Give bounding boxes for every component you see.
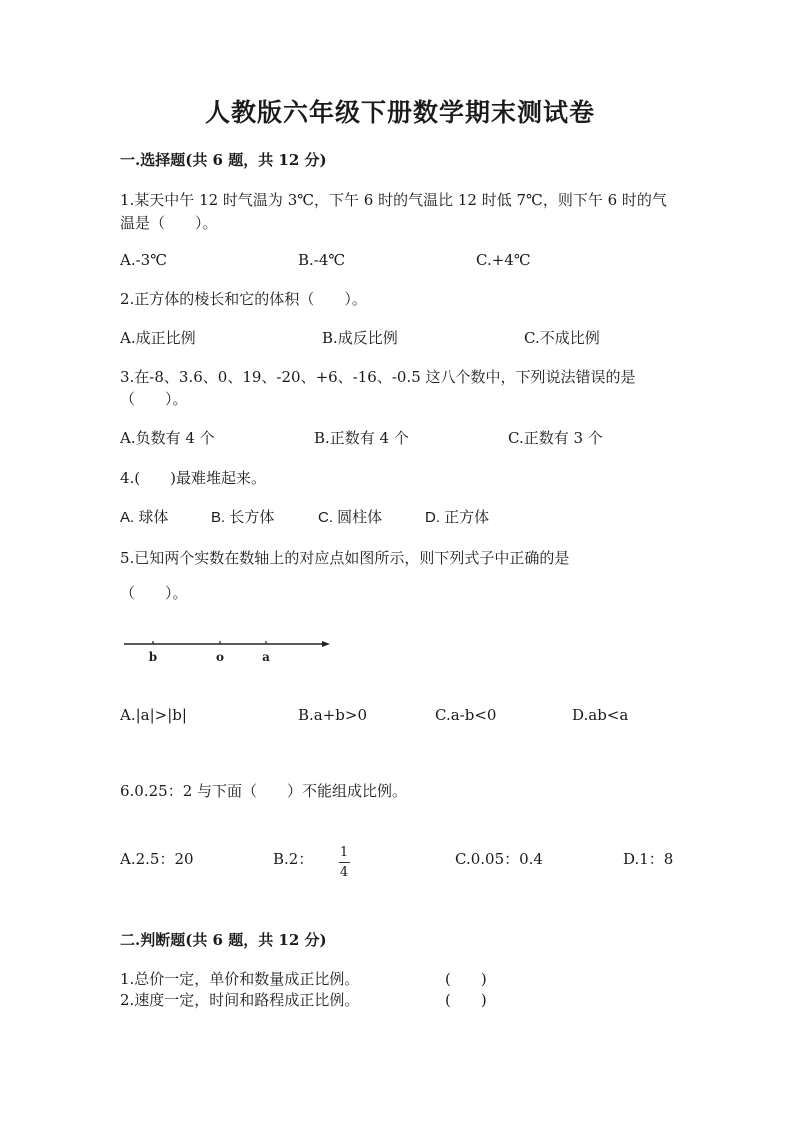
- question-4-text: 4.( )最难堆起来。: [120, 469, 267, 487]
- section-heading-judgment: 二.判断题(共 6 题，共 12 分): [120, 931, 327, 949]
- fraction-numerator: 1: [339, 845, 349, 860]
- question-5-line-2: （ ）。: [120, 584, 188, 602]
- question-5-option-c[interactable]: C.a-b<0: [435, 706, 497, 724]
- fraction-denominator: 4: [339, 865, 349, 880]
- judgment-2-text: 2.速度一定，时间和路程成正比例。: [120, 991, 360, 1009]
- question-2-option-c[interactable]: C.不成比例: [524, 329, 600, 347]
- question-6-option-a[interactable]: A.2.5：20: [120, 850, 194, 868]
- number-line-figure: [120, 632, 336, 670]
- axis-label-o: o: [215, 650, 225, 664]
- question-1-option-a[interactable]: A.-3℃: [120, 251, 167, 269]
- question-3-option-a[interactable]: A.负数有 4 个: [120, 429, 215, 447]
- fraction-bar: [339, 862, 350, 863]
- question-6-option-c[interactable]: C.0.05：0.4: [455, 850, 543, 868]
- question-4-option-d[interactable]: D. 正方体: [425, 509, 490, 526]
- number-line-arrow: [322, 641, 330, 647]
- judgment-1-blank[interactable]: ( ): [445, 970, 487, 988]
- axis-label-b: b: [148, 650, 158, 664]
- question-5-option-b[interactable]: B.a+b>0: [298, 706, 368, 724]
- question-1-line-2: 温是（ ）。: [120, 214, 218, 232]
- question-6-option-b[interactable]: B.2：: [273, 850, 314, 868]
- axis-label-a: a: [262, 650, 270, 664]
- fraction-one-quarter: [334, 845, 354, 881]
- question-6-option-d[interactable]: D.1：8: [623, 850, 674, 868]
- question-6-text: 6.0.25：2 与下面（ ）不能组成比例。: [120, 782, 408, 800]
- question-4-option-b[interactable]: B. 长方体: [211, 509, 275, 526]
- question-2-option-a[interactable]: A.成正比例: [120, 329, 196, 347]
- section-heading-choice: 一.选择题(共 6 题，共 12 分): [120, 151, 327, 169]
- judgment-2-blank[interactable]: ( ): [445, 991, 487, 1009]
- question-5-line-1: 5.已知两个实数在数轴上的对应点如图所示，则下列式子中正确的是: [120, 549, 570, 567]
- question-5-option-a[interactable]: A.|a|>|b|: [120, 706, 187, 724]
- question-3-line-1: 3.在-8、3.6、0、19、-20、+6、-16、-0.5 这八个数中，下列说法错误的是: [120, 368, 636, 386]
- question-3-option-b[interactable]: B.正数有 4 个: [314, 429, 409, 447]
- question-1-option-b[interactable]: B.-4℃: [298, 251, 346, 269]
- question-4-option-a[interactable]: A. 球体: [120, 509, 169, 526]
- question-1-line-1: 1.某天中午 12 时气温为 3℃，下午 6 时的气温比 12 时低 7℃，则下午 6 时的气: [120, 191, 667, 209]
- question-3-option-c[interactable]: C.正数有 3 个: [508, 429, 603, 447]
- judgment-1-text: 1.总价一定，单价和数量成正比例。: [120, 970, 360, 988]
- question-5-option-d[interactable]: D.ab<a: [572, 706, 629, 724]
- question-3-line-2: （ ）。: [120, 390, 188, 408]
- question-2-option-b[interactable]: B.成反比例: [322, 329, 398, 347]
- question-4-option-c[interactable]: C. 圆柱体: [318, 509, 383, 526]
- question-2-text: 2.正方体的棱长和它的体积（ ）。: [120, 290, 367, 308]
- page-title: 人教版六年级下册数学期末测试卷: [204, 98, 595, 127]
- question-1-option-c[interactable]: C.+4℃: [476, 251, 531, 269]
